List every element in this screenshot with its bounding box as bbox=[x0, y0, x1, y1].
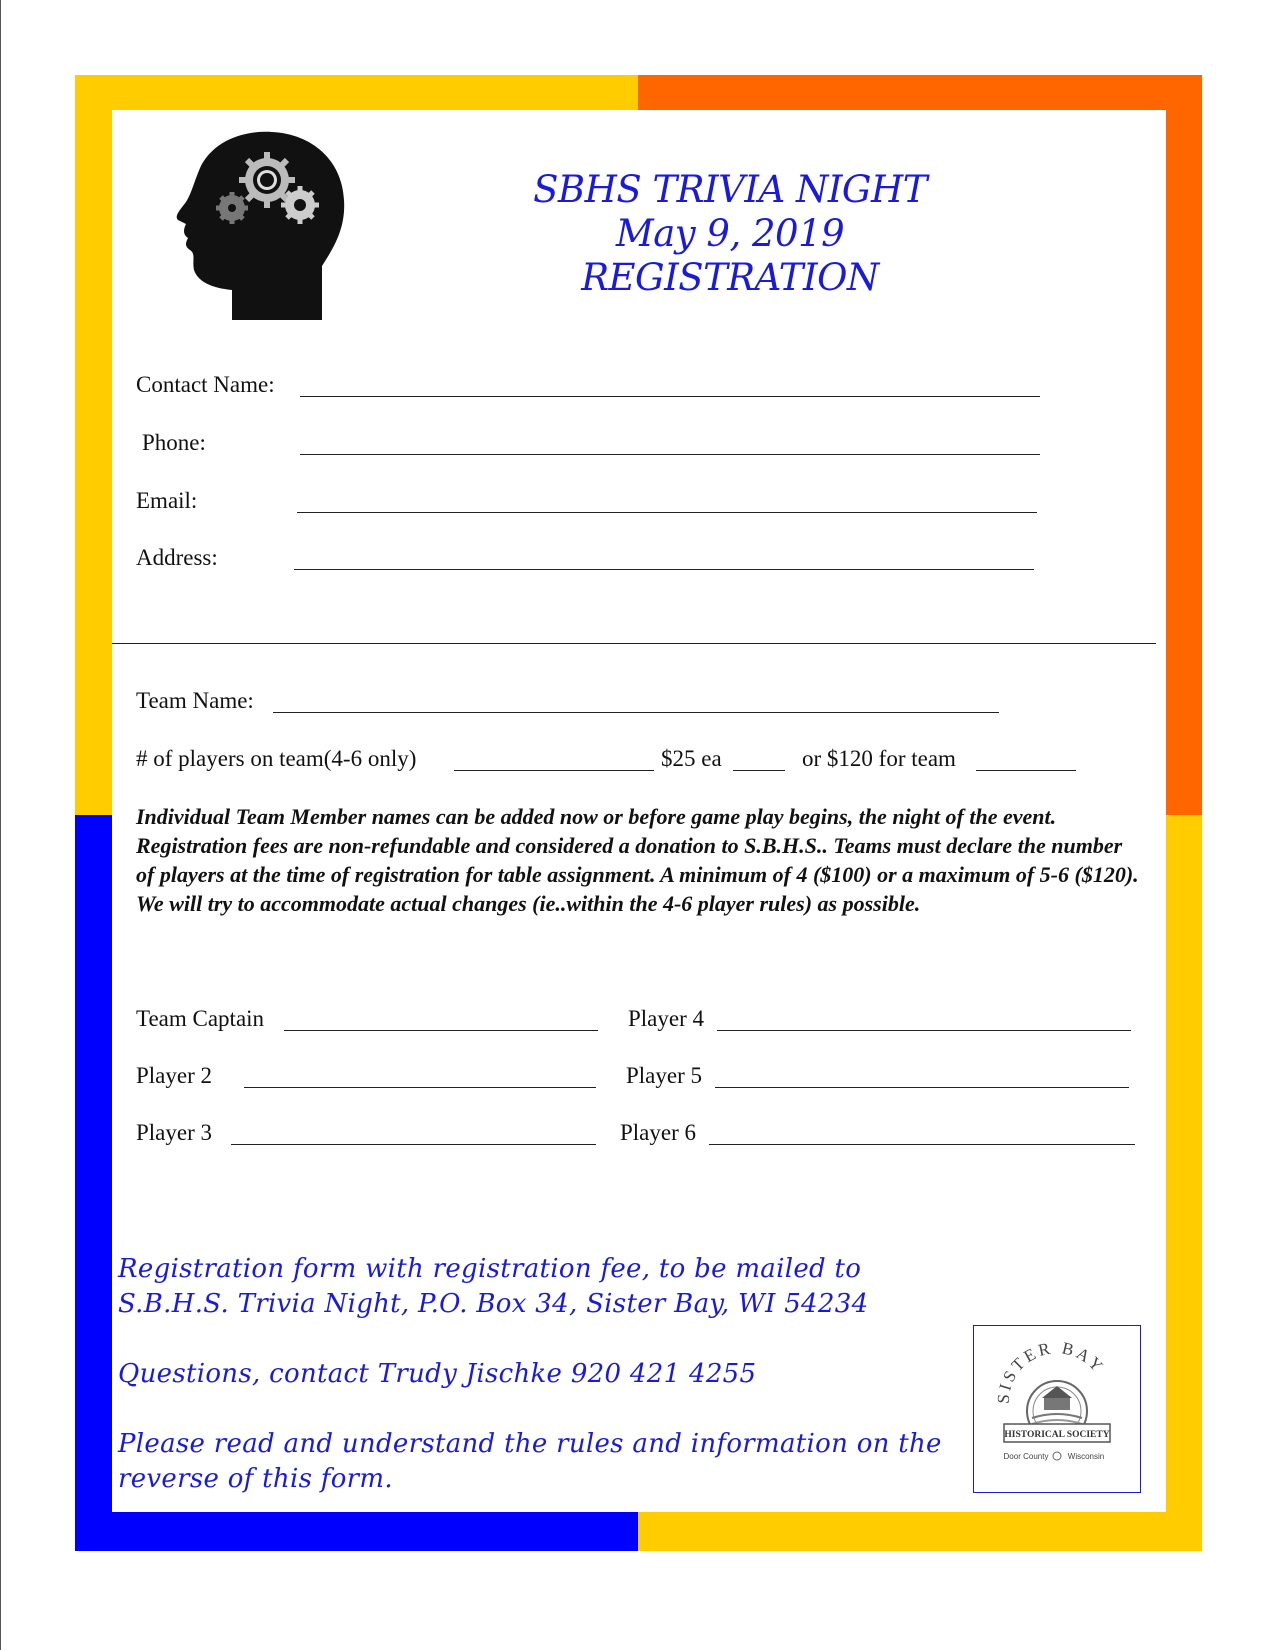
mail-line-1: Registration form with registration fee, to be mailed to bbox=[118, 1254, 862, 1284]
logo-banner-text: HISTORICAL SOCIETY bbox=[1004, 1430, 1110, 1440]
email-label: Email: bbox=[136, 488, 198, 513]
registration-notice: Individual Team Member names can be added now or before game play begins, the night of the event. Registration fees are non-refundable and considered a donation to S.B.H.S.. Teams must declare the number of players at the time of registration for table assignment. A minimum of 4 ($100) or a maximum of 5-6 ($120). We will try to accommodate actual changes (ie..within the 4-6 player rules) as possible. bbox=[136, 804, 1139, 916]
player-6-label: Player 6 bbox=[620, 1120, 697, 1145]
team-name-label: Team Name: bbox=[136, 688, 254, 713]
logo-county-left: Door County bbox=[1003, 1452, 1049, 1461]
head-gears-icon bbox=[172, 130, 347, 320]
price-each-label: $25 ea bbox=[661, 746, 722, 771]
player-4-label: Player 4 bbox=[628, 1006, 705, 1031]
questions-contact: Questions, contact Trudy Jischke 920 421 4255 bbox=[118, 1359, 757, 1389]
logo-emblem bbox=[974, 1326, 1139, 1491]
phone-label: Phone: bbox=[142, 430, 206, 455]
player-5-field[interactable] bbox=[715, 1087, 1129, 1088]
section-divider bbox=[112, 643, 1156, 644]
player-2-field[interactable] bbox=[244, 1087, 596, 1088]
team-captain-field[interactable] bbox=[284, 1030, 598, 1031]
player-6-field[interactable] bbox=[709, 1144, 1135, 1145]
team-captain-label: Team Captain bbox=[136, 1006, 265, 1031]
rules-line-1: Please read and understand the rules and information on the bbox=[118, 1429, 942, 1459]
logo-arc-text: SISTER BAY bbox=[993, 1338, 1109, 1405]
player-3-field[interactable] bbox=[231, 1144, 596, 1145]
rules-notice bbox=[118, 1427, 942, 1497]
title-line-1: SBHS TRIVIA NIGHT bbox=[533, 168, 927, 211]
address-field[interactable] bbox=[294, 569, 1034, 570]
mail-line-2: S.B.H.S. Trivia Night, P.O. Box 34, Sister Bay, WI 54234 bbox=[118, 1289, 869, 1319]
rules-line-2: reverse of this form. bbox=[118, 1464, 393, 1494]
contact-name-field[interactable] bbox=[300, 396, 1040, 397]
mail-instructions bbox=[118, 1252, 868, 1322]
historical-society-logo bbox=[973, 1325, 1141, 1493]
price-team-label: or $120 for team bbox=[802, 746, 956, 771]
phone-field[interactable] bbox=[300, 454, 1040, 455]
player-2-label: Player 2 bbox=[136, 1063, 213, 1088]
contact-name-label: Contact Name: bbox=[136, 372, 275, 397]
player-3-label: Player 3 bbox=[136, 1120, 213, 1145]
title-line-3: REGISTRATION bbox=[581, 256, 879, 299]
player-5-label: Player 5 bbox=[626, 1063, 703, 1088]
price-team-field[interactable] bbox=[976, 770, 1076, 771]
players-count-label: # of players on team(4-6 only) bbox=[136, 746, 417, 771]
players-count-field[interactable] bbox=[454, 770, 654, 771]
price-each-field[interactable] bbox=[733, 770, 785, 771]
page-edge bbox=[0, 0, 1, 1650]
team-name-field[interactable] bbox=[273, 712, 999, 713]
address-label: Address: bbox=[136, 545, 218, 570]
email-field[interactable] bbox=[297, 512, 1037, 513]
logo-county-right: Wisconsin bbox=[1067, 1452, 1105, 1461]
event-title bbox=[470, 168, 990, 300]
title-line-2: May 9, 2019 bbox=[615, 212, 845, 255]
player-4-field[interactable] bbox=[717, 1030, 1131, 1031]
